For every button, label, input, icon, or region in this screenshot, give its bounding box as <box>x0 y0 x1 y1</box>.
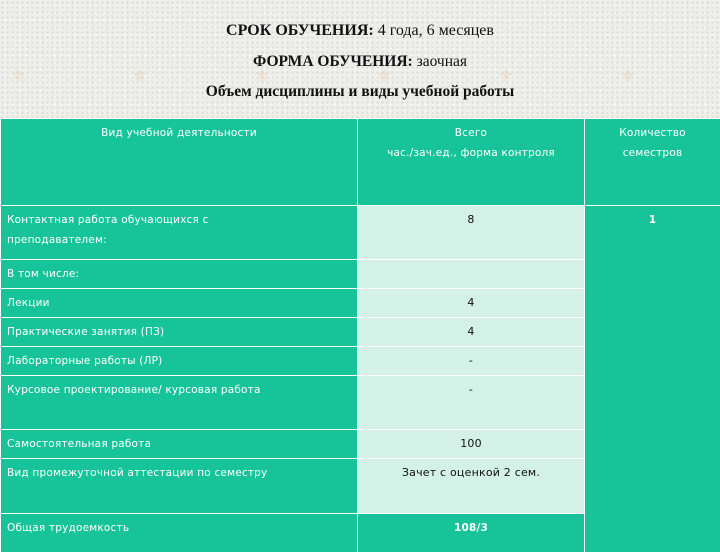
row-label: В том числе: <box>1 260 358 289</box>
row-label: Самостоятельная работа <box>1 430 358 459</box>
col-header-total: Всего час./зач.ед., форма контроля <box>358 119 585 206</box>
row-value: 4 <box>358 289 585 318</box>
study-load-table <box>0 118 720 553</box>
table-header-row <box>1 119 720 206</box>
watermark-glyph: ⚜ <box>10 66 26 87</box>
row-value: - <box>358 347 585 376</box>
watermark-glyph: ⚜ <box>376 66 392 87</box>
row-label: Лабораторные работы (ЛР) <box>1 347 358 376</box>
row-value <box>358 260 585 289</box>
study-duration-heading: СРОК ОБУЧЕНИЯ: 4 года, 6 месяцев <box>0 22 720 40</box>
row-label: Контактная работа обучающихся с преподавателем: <box>1 206 358 260</box>
row-value: 100 <box>358 430 585 459</box>
study-form-heading: ФОРМА ОБУЧЕНИЯ: заочная <box>0 53 720 71</box>
row-value-total: 108/3 <box>358 514 585 553</box>
discipline-volume-heading: Объем дисциплины и виды учебной работы <box>0 83 720 101</box>
row-label: Практические занятия (ПЗ) <box>1 318 358 347</box>
watermark-glyph: ⚜ <box>132 66 148 87</box>
row-label: Общая трудоемкость <box>1 514 358 553</box>
table-row <box>1 206 720 260</box>
col-header-semesters: Количество семестров <box>585 119 720 206</box>
row-label: Лекции <box>1 289 358 318</box>
semesters-count: 1 <box>585 206 720 553</box>
watermark-glyph: ⚜ <box>620 66 636 87</box>
row-value: Зачет с оценкой 2 сем. <box>358 459 585 514</box>
row-value: - <box>358 376 585 430</box>
watermark-glyph: ⚜ <box>254 66 270 87</box>
row-value: 4 <box>358 318 585 347</box>
row-label: Курсовое проектирование/ курсовая работа <box>1 376 358 430</box>
col-header-activity: Вид учебной деятельности <box>1 119 358 206</box>
watermark-glyph: ⚜ <box>498 66 514 87</box>
row-label: Вид промежуточной аттестации по семестру <box>1 459 358 514</box>
row-value: 8 <box>358 206 585 260</box>
